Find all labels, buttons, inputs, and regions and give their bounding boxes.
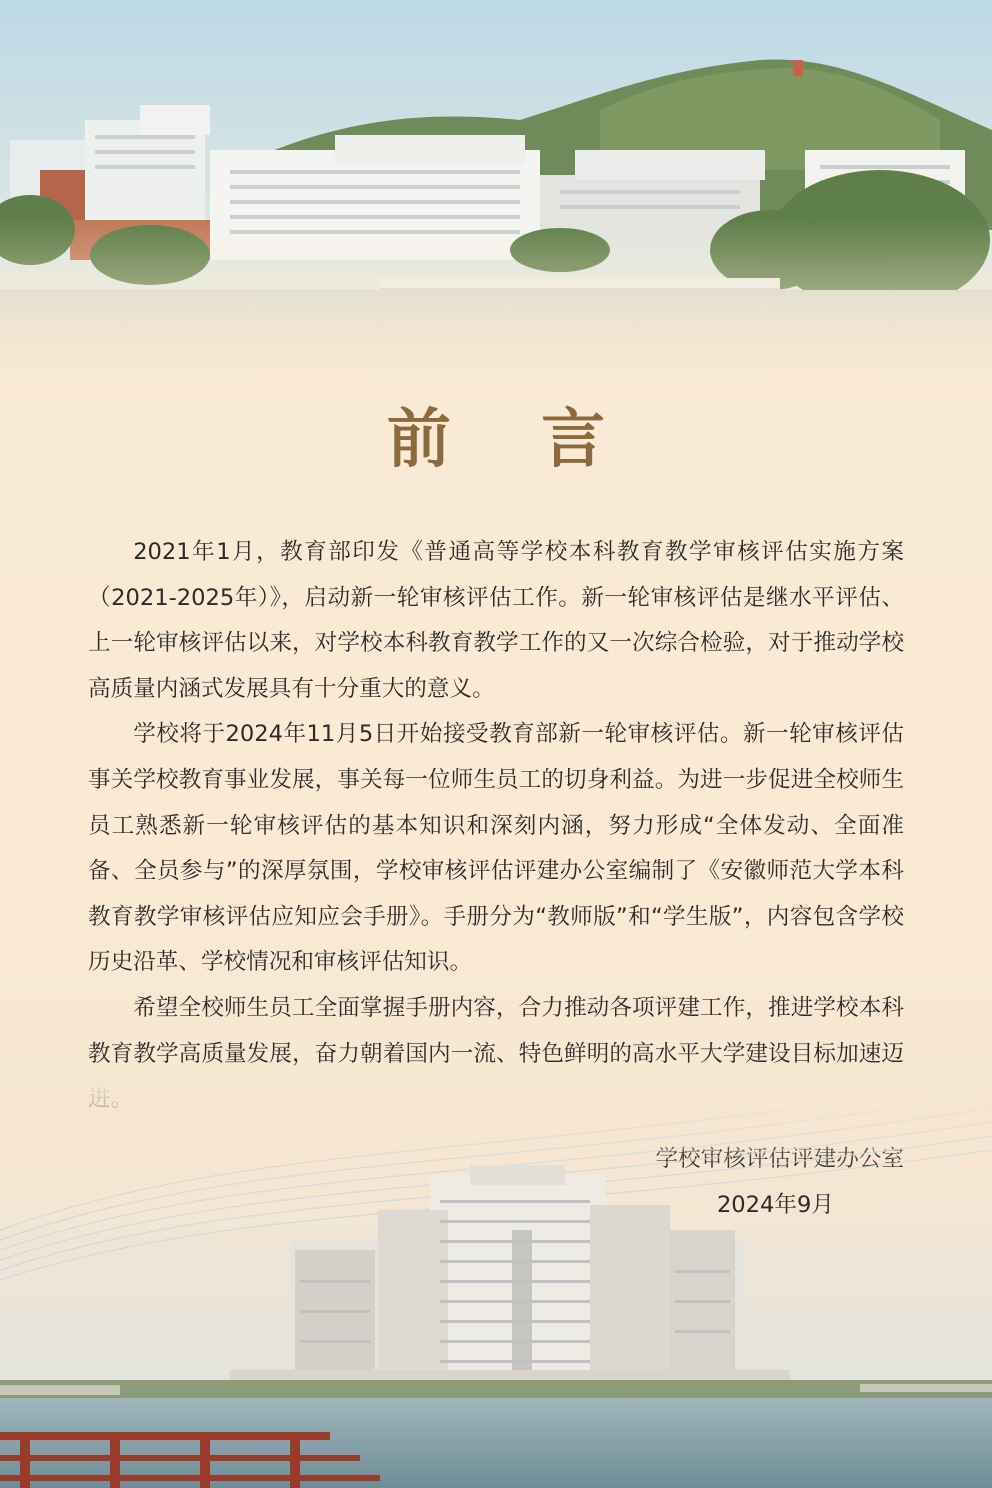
paragraph: 希望全校师生员工全面掌握手册内容，合力推动各项评建工作，推进学校本科教育教学高质量发展，奋力朝着国内一流、特色鲜明的高水平大学建设目标加速迈	[88, 994, 904, 1067]
paragraph: 2021年1月，教育部印发《普通高等学校本科教育教学审核评估实施方案（2021-2025年）》，启动新一轮审核评估工作。新一轮审核评估是继水平评估、上一轮审核评估以来，对学校本科教育教学工作的又一次综合检验，对于推动学校高质量内涵式发展具有十分重大的意义。	[88, 539, 904, 702]
page-title: 前 言	[386, 402, 640, 477]
library-lakeside-illustration	[0, 1080, 992, 1488]
campus-lakeside-illustration	[0, 0, 992, 400]
paragraph: 学校将于2024年11月5日开始接受教育部新一轮审核评估。新一轮审核评估事关学校教育事业发展，事关每一位师生员工的切身利益。为进一步促进全校师生员工熟悉新一轮审核评估的基本知识和深刻内涵，努力形成“全体发动、全面准备、全员参与”的深厚氛围，学校审核评估评建办公室编制了《安徽师范大学本科教育教学审核评估应知应会手册》。手册分为“教师版”和“学生版”，内容包含学校历史沿革、学校情况和审核评估知识。	[88, 721, 904, 976]
preface-body	[88, 530, 904, 1123]
